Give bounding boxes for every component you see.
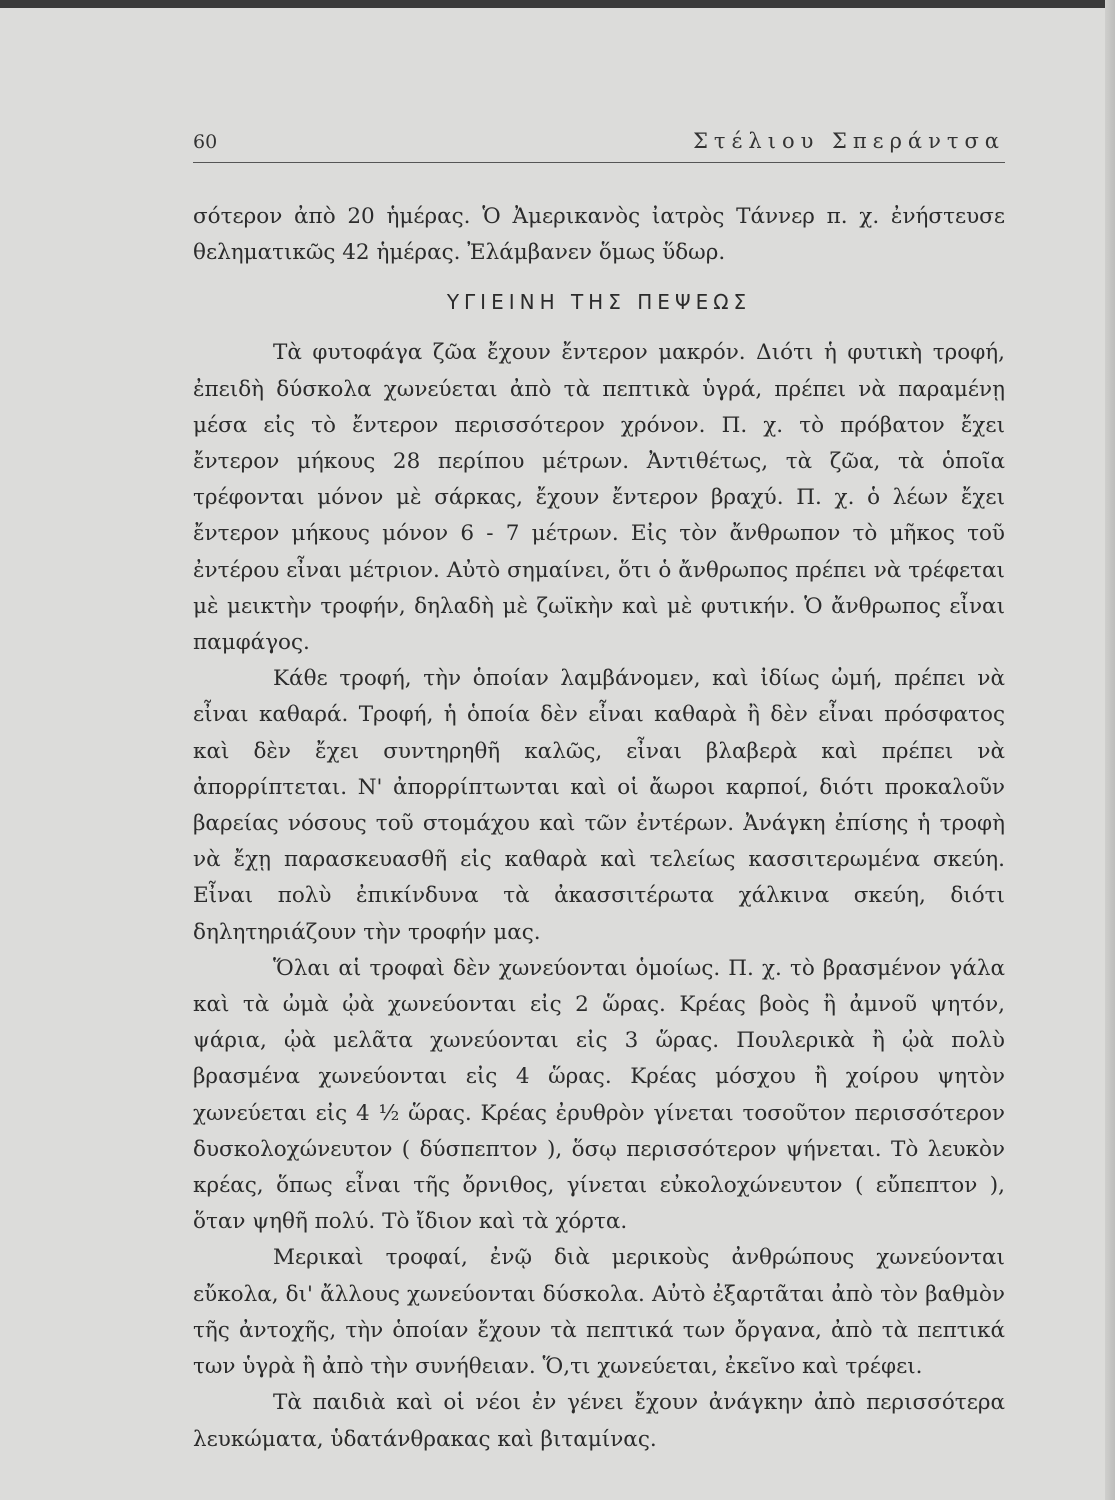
scan-right-edge xyxy=(1105,0,1115,1500)
paragraph: Κάθε τροφή, τὴν ὁποίαν λαμβάνομεν, καὶ ἰδίως ὠμή, πρέπει νὰ εἶναι καθαρά. Τροφή, ἡ ὁποία δὲν εἶναι καθαρὰ ἢ δὲν εἶναι πρόσφατος καὶ δὲν ἔχει συντηρηθῆ καλῶς, εἶναι βλαβερὰ καὶ πρέπει νὰ ἀπορρίπτεται. Ν' ἀπορρίπτωνται καὶ οἱ ἄωροι καρποί, διότι προκαλοῦν βαρείας νόσους τοῦ στομάχου καὶ τῶν ἐντέρων. Ἀνάγκη ἐπίσης ἡ τροφὴ νὰ ἔχῃ παρασκευασθῆ εἰς καθαρὰ καὶ τελείως κασσιτερωμένα σκεύη. Εἶναι πολὺ ἐπικίνδυνα τὰ ἀκασσιτέρωτα χάλκινα σκεύη, διότι δηλητηριάζουν τὴν τροφήν μας. xyxy=(193,666,1005,945)
running-head xyxy=(193,125,1005,159)
section-heading: ΥΓΙΕΙΝΗ ΤΗΣ ΠΕΨΕΩΣ xyxy=(446,290,752,315)
paragraph: Μερικαὶ τροφαί, ἐνῷ διὰ μερικοὺς ἀνθρώπους χωνεύονται εὔκολα, δι' ἄλλους χωνεύονται δύσκολα. Αὐτὸ ἐξαρτᾶται ἀπὸ τὸν βαθμὸν τῆς ἀντοχῆς, τὴν ὁποίαν ἔχουν τὰ πεπτικά των ὄργανα, ἀπὸ τὰ πεπτικά των ὑγρὰ ἢ ἀπὸ τὴν συνήθειαν. Ὅ,τι χωνεύεται, ἐκεῖνο καὶ τρέφει. xyxy=(193,1245,1005,1380)
scan-top-border xyxy=(0,0,1115,8)
paragraph: Τὰ φυτοφάγα ζῶα ἔχουν ἔντερον μακρόν. Διότι ἡ φυτικὴ τροφή, ἐπειδὴ δύσκολα χωνεύεται ἀπὸ τὰ πεπτικὰ ὑγρά, πρέπει νὰ παραμένῃ μέσα εἰς τὸ ἔντερον περισσότερον χρόνον. Π. χ. τὸ πρόβατον ἔχει ἔντερον μήκους 28 περίπου μέτρων. Ἀντιθέτως, τὰ ζῶα, τὰ ὁποῖα τρέφονται μόνον μὲ σάρκας, ἔχουν ἔντερον βραχύ. Π. χ. ὁ λέων ἔχει ἔντερον μήκους μόνον 6 - 7 μέτρων. Εἰς τὸν ἄνθρωπον τὸ μῆκος τοῦ ἐντέρου εἶναι μέτριον. Αὐτὸ σημαίνει, ὅτι ὁ ἄνθρωπος πρέπει νὰ τρέφεται μὲ μεικτὴν τροφήν, δηλαδὴ μὲ ζωϊκὴν καὶ μὲ φυτικήν. Ὁ ἄνθρωπος εἶναι παμφάγος. xyxy=(193,340,1005,656)
body-text xyxy=(193,199,1005,1458)
paragraph-continued: σότερον ἀπὸ 20 ἡμέρας. Ὁ Ἀμερικανὸς ἰατρὸς Τάννερ π. χ. ἐνήστευσε θεληματικῶς 42 ἡμέρας. Ἐλάμβανεν ὅμως ὕδωρ. xyxy=(193,204,1005,266)
running-head-author: Στέλιου Σπεράντσα xyxy=(693,129,1005,153)
paragraph: Ὅλαι αἱ τροφαὶ δὲν χωνεύονται ὁμοίως. Π. χ. τὸ βρασμένον γάλα καὶ τὰ ὠμὰ ᾠὰ χωνεύονται εἰς 2 ὥρας. Κρέας βοὸς ἢ ἀμνοῦ ψητόν, ψάρια, ᾠὰ μελᾶτα χωνεύονται εἰς 3 ὥρας. Πουλερικὰ ἢ ᾠὰ πολὺ βρασμένα χωνεύονται εἰς 4 ὥρας. Κρέας μόσχου ἢ χοίρου ψητὸν χωνεύεται εἰς 4 ½ ὥρας. Κρέας ἐρυθρὸν γίνεται τοσοῦτον περισσότερον δυσκολοχώνευτον ( δύσπεπτον ), ὅσῳ περισσότερον ψήνεται. Τὸ λευκὸν κρέας, ὅπως εἶναι τῆς ὄρνιθος, γίνεται εὐκολοχώνευτον ( εὔπεπτον ), ὅταν ψηθῆ πολύ. Τὸ ἴδιον καὶ τὰ χόρτα. xyxy=(193,955,1005,1235)
page-number: 60 xyxy=(193,131,218,153)
paragraph: Τὰ παιδιὰ καὶ οἱ νέοι ἐν γένει ἔχουν ἀνάγκην ἀπὸ περισσότερα λευκώματα, ὑδατάνθρακας καὶ βιταμίνας. xyxy=(193,1390,1005,1452)
header-rule xyxy=(193,162,1005,163)
